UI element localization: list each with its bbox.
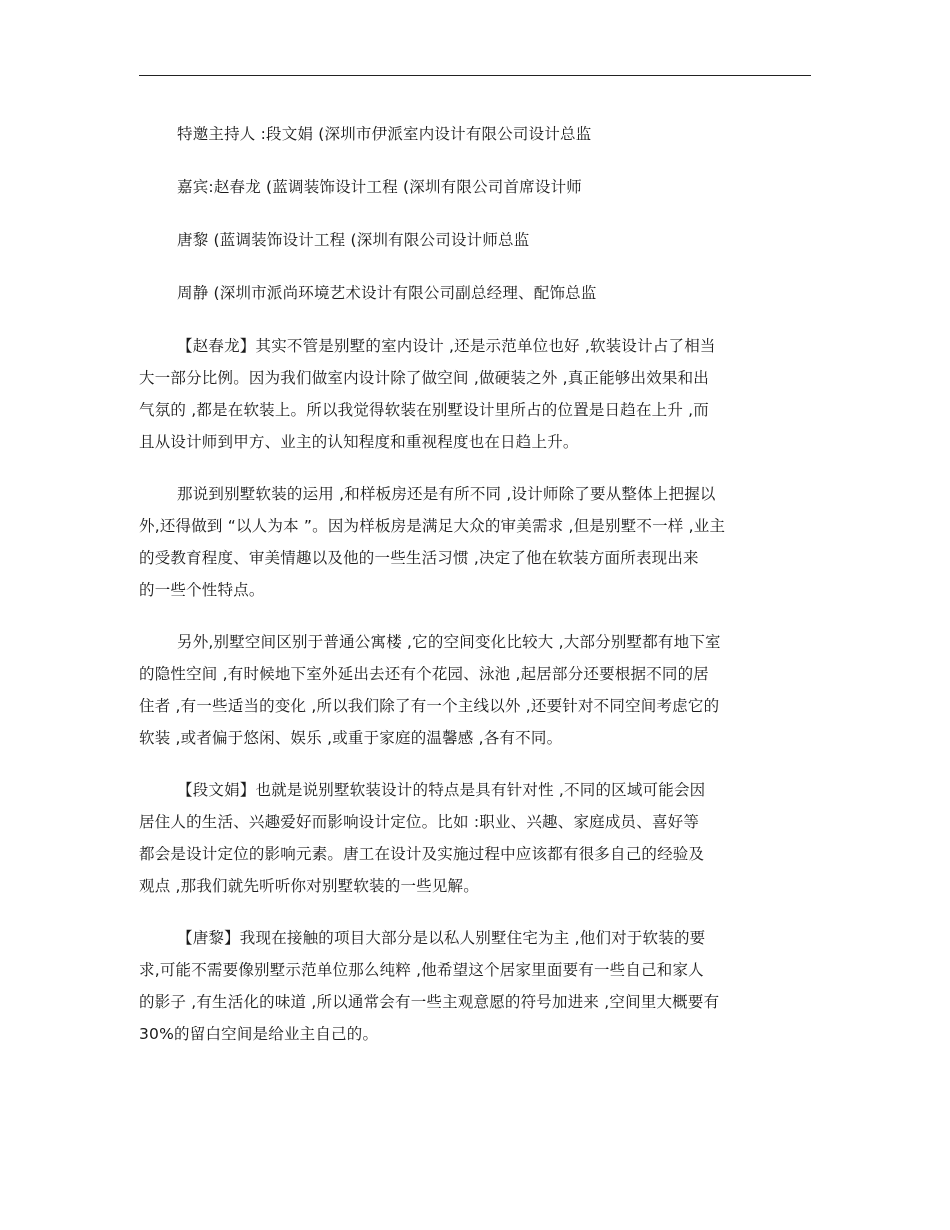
text-line: 观点 ,那我们就先听听你对别墅软装的一些见解。 (139, 877, 479, 895)
text-line: 气氛的 ,都是在软装上。所以我觉得软装在别墅设计里所占的位置是日趋在上升 ,而 (139, 401, 710, 419)
header-rule (139, 75, 811, 76)
text-line: 的隐性空间 ,有时候地下室外延出去还有个花园、泳池 ,起居部分还要根据不同的居 (139, 665, 710, 683)
text-line: 求,可能不需要像别墅示范单位那么纯粹 ,他希望这个居家里面要有一些自己和家人 (139, 961, 704, 979)
text-line: 的一些个性特点。 (139, 581, 265, 599)
text-line: 【段文娟】也就是说别墅软装设计的特点是具有针对性 ,不同的区域可能会因 (177, 781, 706, 799)
guest-line: 周静 (深圳市派尚环境艺术设计有限公司副总经理、配饰总监 (177, 284, 597, 302)
text-line: 大一部分比例。因为我们做室内设计除了做空间 ,做硬装之外 ,真正能够出效果和出 (139, 369, 710, 387)
text-line: 且从设计师到甲方、业主的认知程度和重视程度也在日趋上升。 (139, 433, 579, 451)
paragraph (139, 626, 803, 754)
text-line: 居住人的生活、兴趣爱好而影响设计定位。比如 :职业、兴趣、家庭成员、喜好等 (139, 813, 700, 831)
text-line: 30%的留白空间是给业主自己的。 (139, 1025, 379, 1043)
text-line: 住者 ,有一些适当的变化 ,所以我们除了有一个主线以外 ,还要针对不同空间考虑它的 (139, 697, 720, 715)
paragraph (139, 774, 803, 902)
text-line: 【赵春龙】其实不管是别墅的室内设计 ,还是示范单位也好 ,软装设计占了相当 (177, 337, 716, 355)
text-line: 的影子 ,有生活化的味道 ,所以通常会有一些主观意愿的符号加进来 ,空间里大概要有 (139, 993, 720, 1011)
text-line: 另外,别墅空间区别于普通公寓楼 ,它的空间变化比较大 ,大部分别墅都有地下室 (177, 633, 721, 651)
text-line: 外,还得做到 “以人为本 ”。因为样板房是满足大众的审美需求 ,但是别墅不一样 ,业主 (139, 517, 726, 535)
text-line: 的受教育程度、审美情趣以及他的一些生活习惯 ,决定了他在软装方面所表现出来 (139, 549, 699, 567)
paragraph (139, 330, 803, 458)
text-line: 软装 ,或者偏于悠闲、娱乐 ,或重于家庭的温馨感 ,各有不同。 (139, 729, 563, 747)
document-body (139, 118, 803, 1050)
guest-line: 唐黎 (蓝调装饰设计工程 (深圳有限公司设计师总监 (177, 231, 530, 249)
text-line: 那说到别墅软装的运用 ,和样板房还是有所不同 ,设计师除了要从整体上把握以 (177, 485, 716, 503)
text-line: 都会是设计定位的影响元素。唐工在设计及实施过程中应该都有很多自己的经验及 (139, 845, 705, 863)
guest-line: 嘉宾:赵春龙 (蓝调装饰设计工程 (深圳有限公司首席设计师 (177, 178, 582, 196)
paragraph (139, 478, 803, 606)
text-line: 【唐黎】我现在接触的项目大部分是以私人别墅住宅为主 ,他们对于软装的要 (177, 929, 706, 947)
paragraph (139, 922, 803, 1050)
host-line: 特邀主持人 :段文娟 (深圳市伊派室内设计有限公司设计总监 (177, 125, 592, 143)
